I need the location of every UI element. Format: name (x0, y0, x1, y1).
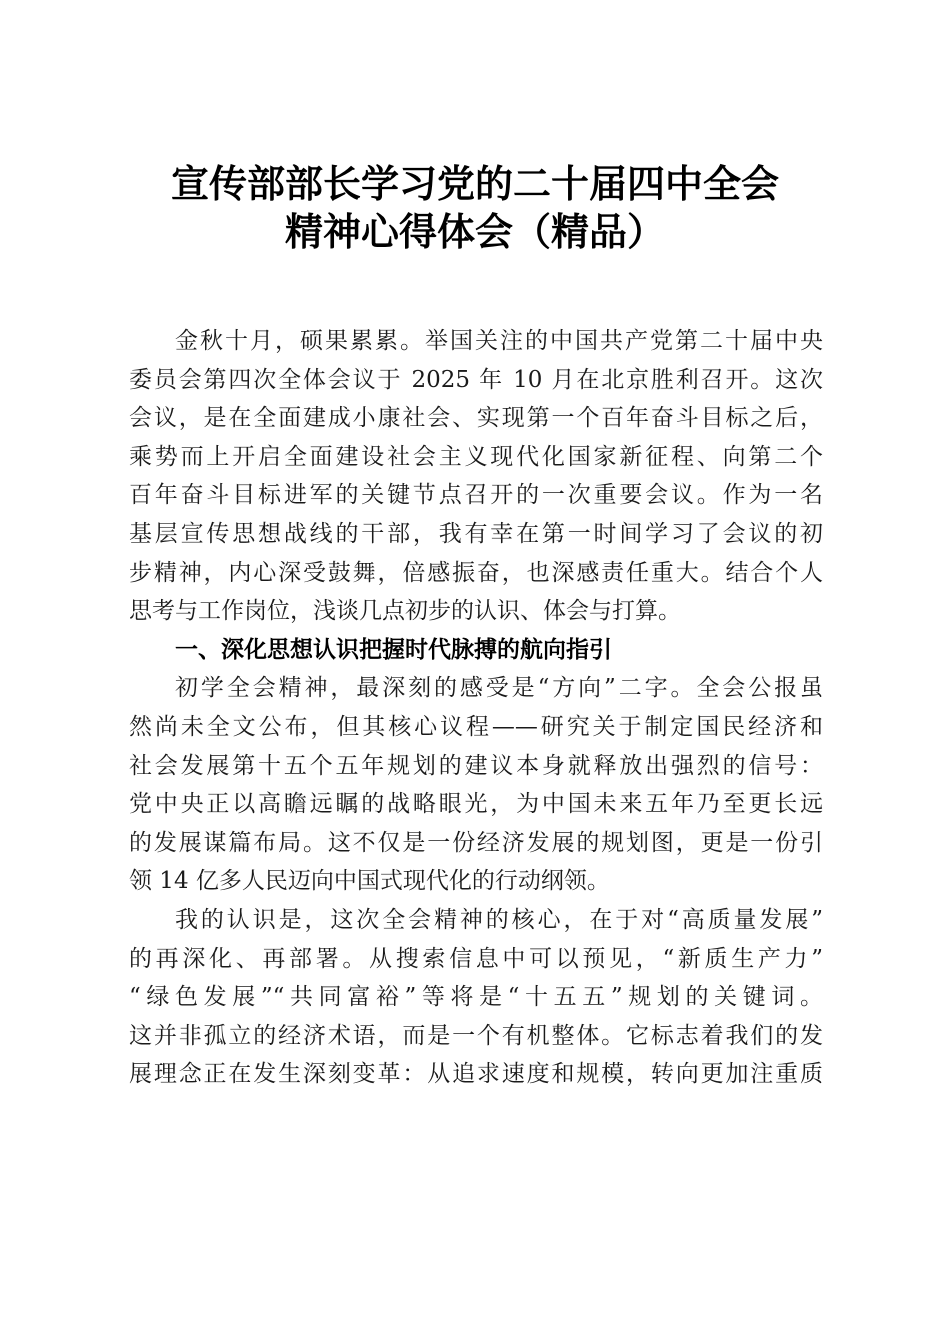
text-line: 的发展谋篇布局。这不仅是一份经济发展的规划图，更是一份引 (129, 829, 823, 856)
text-line: 的再深化、再部署。从搜索信息中可以预见，“新质生产力” (129, 945, 823, 972)
text-line: 展理念正在发生深刻变革：从追求速度和规模，转向更加注重质 (129, 1061, 823, 1088)
text-line: “绿色发展”“共同富裕”等将是“十五五”规划的关键词。 (129, 984, 823, 1011)
text-line: 这并非孤立的经济术语，而是一个有机整体。它标志着我们的发 (129, 1022, 823, 1049)
text-line: 思考与工作岗位，浅谈几点初步的认识、体会与打算。 (129, 598, 681, 625)
text-line: 然尚未全文公布，但其核心议程——研究关于制定国民经济和 (129, 713, 823, 740)
text-line: 基层宣传思想战线的干部，我有幸在第一时间学习了会议的初 (129, 520, 823, 547)
text-line: 乘势而上开启全面建设社会主义现代化国家新征程、向第二个 (129, 443, 823, 470)
title-line-1: 宣传部部长学习党的二十届四中全会 (170, 162, 779, 206)
text-line: 初学全会精神，最深刻的感受是“方向”二字。全会公报虽 (175, 675, 823, 702)
section-heading-1: 一、深化思想认识把握时代脉搏的航向指引 (175, 636, 612, 663)
paragraph-intro (129, 322, 823, 631)
title-line-2: 精神心得体会（精品） (284, 210, 665, 254)
text-line: 我的认识是，这次全会精神的核心，在于对“高质量发展” (175, 906, 823, 933)
text-line: 金秋十月，硕果累累。举国关注的中国共产党第二十届中央 (175, 328, 823, 354)
paragraph-high-quality-development (129, 901, 823, 1094)
text-line: 社会发展第十五个五年规划的建议本身就释放出强烈的信号： (129, 752, 823, 779)
text-line: 委员会第四次全体会议于 2025 年 10 月在北京胜利召开。这次 (129, 366, 823, 393)
text-line: 党中央正以高瞻远瞩的战略眼光，为中国未来五年乃至更长远 (129, 791, 823, 818)
text-line: 领 14 亿多人民迈向中国式现代化的行动纲领。 (129, 868, 610, 895)
text-line: 步精神，内心深受鼓舞，倍感振奋，也深感责任重大。结合个人 (129, 559, 823, 586)
document-body (129, 322, 823, 1094)
document-title (100, 160, 850, 256)
text-line: 百年奋斗目标进军的关键节点召开的一次重要会议。作为一名 (129, 482, 823, 509)
paragraph-direction (129, 669, 823, 901)
text-line: 会议，是在全面建成小康社会、实现第一个百年奋斗目标之后， (129, 405, 823, 432)
